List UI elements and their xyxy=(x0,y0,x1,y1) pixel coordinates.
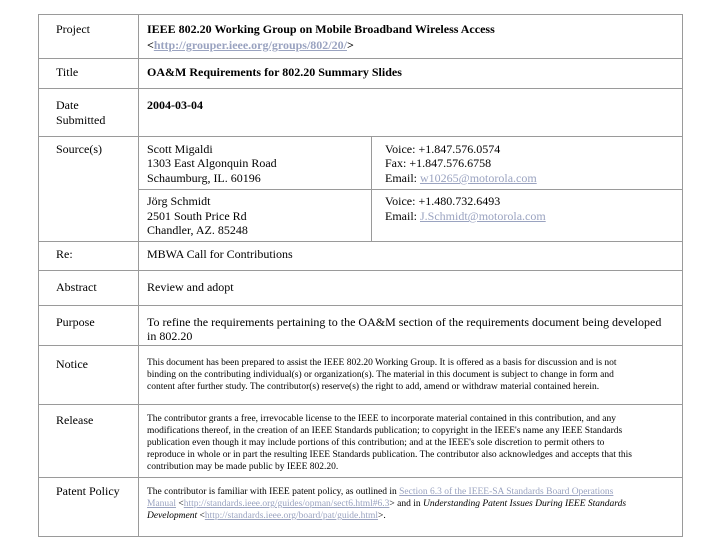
patent-guide-title: Development xyxy=(147,511,198,521)
row-divider xyxy=(38,270,683,271)
row-divider xyxy=(38,136,683,137)
column-divider xyxy=(138,14,139,537)
source-email-line xyxy=(385,209,546,224)
project-label: Project xyxy=(56,22,90,36)
row-divider xyxy=(38,477,683,478)
source-email-link[interactable]: J.Schmidt@motorola.com xyxy=(420,209,546,223)
source-voice: Voice: +1.480.732.6493 xyxy=(385,194,501,208)
release-label: Release xyxy=(56,413,94,427)
patent-text: >. xyxy=(378,511,386,521)
source-address: 1303 East Algonquin Road xyxy=(147,156,277,170)
column-divider xyxy=(371,136,372,241)
source-city: Chandler, AZ. 85248 xyxy=(147,223,248,237)
date-value: 2004-03-04 xyxy=(147,98,203,112)
release-line: reproduce in whole or in part the resulting IEEE Standards publication. The contributor also acknowledges and accepts that this xyxy=(147,450,632,460)
url-bracket: > xyxy=(346,38,354,52)
sources-label: Source(s) xyxy=(56,142,102,156)
submitted-label: Submitted xyxy=(56,113,106,127)
re-label: Re: xyxy=(56,247,73,261)
patent-text: < xyxy=(197,511,205,521)
email-label: Email: xyxy=(385,209,420,223)
source-voice: Voice: +1.847.576.0574 xyxy=(385,142,501,156)
release-line: The contributor grants a free, irrevocable license to the IEEE to incorporate material contained in this contribution, and any xyxy=(147,414,617,424)
source-city: Schaumburg, IL. 60196 xyxy=(147,171,261,185)
source-fax: Fax: +1.847.576.6758 xyxy=(385,156,492,170)
notice-label: Notice xyxy=(56,357,88,371)
purpose-line: To refine the requirements pertaining to the OA&M section of the requirements document being developed xyxy=(147,315,662,329)
source-address: 2501 South Price Rd xyxy=(147,209,247,223)
source-email-line xyxy=(385,171,537,186)
notice-line: binding on the contributing individual(s) or organization(s). The material in this document is subject to change in form and xyxy=(147,370,614,380)
release-line: modifications thereof, in the creation of an IEEE Standards publication; to copyright in the IEEE's name any IEEE Standards xyxy=(147,426,623,436)
purpose-label: Purpose xyxy=(56,315,95,329)
re-value: MBWA Call for Contributions xyxy=(147,247,293,261)
patent-text: < xyxy=(176,499,184,509)
project-url-link[interactable]: http://grouper.ieee.org/groups/802/20/ xyxy=(153,38,347,52)
patent-text: The contributor is familiar with IEEE patent policy, as outlined in xyxy=(147,487,400,497)
row-divider xyxy=(38,345,683,346)
purpose-line: in 802.20 xyxy=(147,329,193,343)
patent-guide-title: Understanding Patent Issues During IEEE Standards xyxy=(422,499,627,509)
patent-guide-link[interactable]: http://standards.ieee.org/board/pat/guide.html xyxy=(204,511,379,521)
source-name: Jörg Schmidt xyxy=(147,194,211,208)
url-bracket: < xyxy=(147,38,154,52)
row-divider xyxy=(38,88,683,89)
notice-line: This document has been prepared to assist the IEEE 802.20 Working Group. It is offered as a basis for discussion and is not xyxy=(147,358,617,368)
document-title: OA&M Requirements for 802.20 Summary Slides xyxy=(147,65,402,79)
row-divider xyxy=(38,305,683,306)
source-divider xyxy=(138,189,371,190)
date-label: Date xyxy=(56,98,79,112)
patent-line xyxy=(147,486,613,498)
source-name: Scott Migaldi xyxy=(147,142,213,156)
patent-line xyxy=(147,498,626,510)
row-divider xyxy=(38,241,683,242)
abstract-value: Review and adopt xyxy=(147,280,234,294)
title-label: Title xyxy=(56,65,79,79)
source-email-link[interactable]: w10265@motorola.com xyxy=(420,171,537,185)
patent-label: Patent Policy xyxy=(56,484,120,498)
release-line: publication even though it may include portions of this contribution; and at the IEEE's sole discretion to permit others to xyxy=(147,438,605,448)
release-line: contribution may be made public by IEEE 802.20. xyxy=(147,462,339,472)
project-url-line xyxy=(147,38,354,53)
abstract-label: Abstract xyxy=(56,280,97,294)
opman-link[interactable]: Section 6.3 of the IEEE-SA Standards Board Operations xyxy=(399,487,614,497)
row-divider xyxy=(38,58,683,59)
source-divider xyxy=(371,189,683,190)
project-title: IEEE 802.20 Working Group on Mobile Broadband Wireless Access xyxy=(147,22,495,36)
patent-line xyxy=(147,510,386,522)
opman-link[interactable]: Manual xyxy=(147,499,177,509)
notice-line: content after further study. The contributor(s) reserve(s) the right to add, amend or withdraw material contained herein. xyxy=(147,382,600,392)
row-divider xyxy=(38,404,683,405)
opman-url-link[interactable]: http://standards.ieee.org/guides/opman/sect6.html#6.3 xyxy=(183,499,390,509)
email-label: Email: xyxy=(385,171,420,185)
patent-text: > and in xyxy=(389,499,423,509)
